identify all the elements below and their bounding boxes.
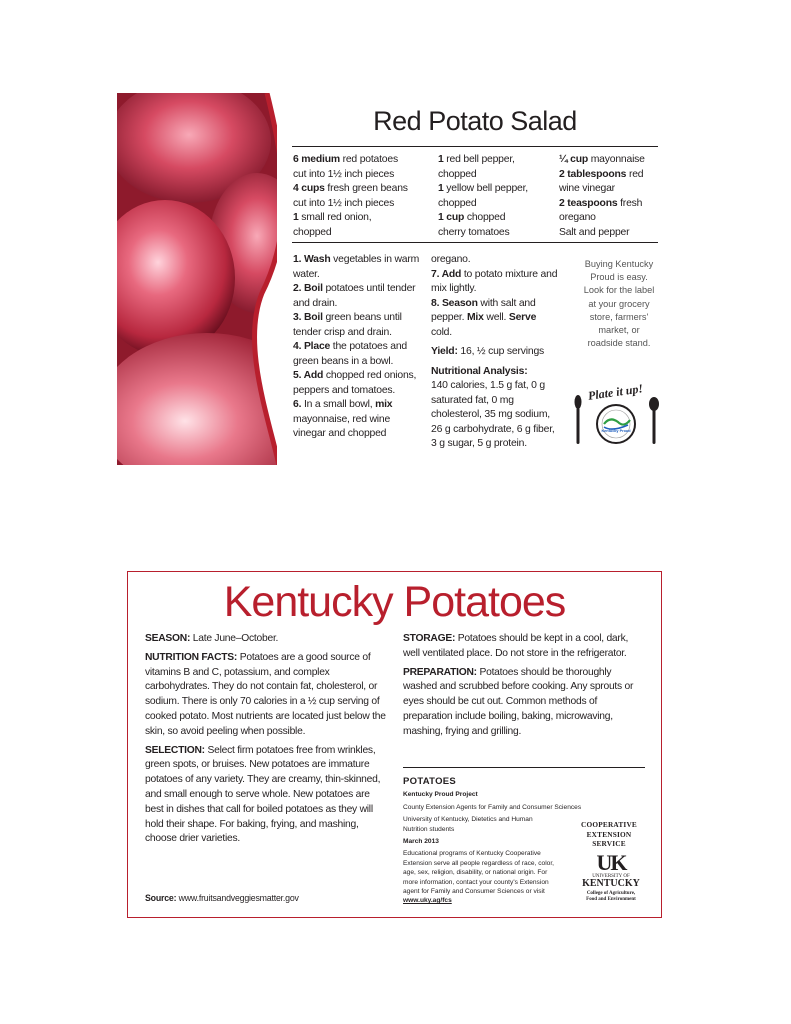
uk-logo	[576, 850, 646, 905]
nutrition-label: Nutritional Analysis:	[431, 365, 528, 377]
info-divider	[403, 767, 645, 768]
ingredient-line: cut into 1½ inch pieces	[293, 197, 395, 209]
ingredient-line: chopped	[438, 168, 477, 180]
ingredient-line: 4 cups fresh green beans	[293, 183, 408, 194]
buying-kentucky-proud-note: Buying Kentucky Proud is easy. Look for the label at your grocery store, farmers' market, or roadside stand.	[583, 259, 655, 349]
step-7: 7. Add to potato mixture and mix lightly.	[431, 268, 558, 294]
ingredient-line: 2 tablespoons red	[559, 168, 644, 180]
ingredient-line: 1 red bell pepper,	[438, 154, 515, 165]
fork-icon	[575, 395, 582, 409]
info-column-left	[145, 632, 390, 851]
meta-university: University of Kentucky, Dietetics and Human Nutrition students	[403, 816, 533, 833]
step-6: 6. In a small bowl, mix mayonnaise, red wine vinegar and chopped	[293, 399, 393, 439]
source-line: Source: www.fruitsandveggiesmatter.gov	[145, 893, 299, 903]
step-4: 4. Place the potatoes and green beans in a bowl.	[293, 341, 408, 367]
meta-agents: County Extension Agents for Family and Consumer Sciences	[403, 803, 582, 811]
ingredient-line: Salt and pepper	[559, 226, 630, 238]
uk-college-line-2: Food and Environment	[586, 897, 636, 902]
step-8: 8. Season with salt and pepper. Mix well. Serve cold.	[431, 297, 537, 338]
plate-it-up-text: Plate it up!	[587, 381, 644, 403]
ingredient-line: wine vinegar	[559, 183, 615, 194]
ingredients-column-2	[438, 153, 553, 240]
storage-fact: STORAGE: Potatoes should be kept in a cool, dark, well ventilated place. Do not store in the refrigerator.	[403, 633, 629, 659]
step-5: 5. Add chopped red onions, peppers and tomatoes.	[293, 370, 417, 396]
ingredient-line: 1 small red onion,	[293, 212, 372, 223]
meta-date: March 2013	[403, 838, 439, 846]
ingredient-line: 1 yellow bell pepper,	[438, 183, 528, 194]
ingredient-line: 2 teaspoons fresh	[559, 197, 643, 209]
ingredient-line: 1 cup chopped	[438, 212, 506, 223]
step-1: 1. Wash vegetables in warm water.	[293, 254, 420, 280]
ingredients-column-3	[559, 153, 659, 240]
uk-university: UNIVERSITY OF	[592, 874, 630, 879]
meta-disclaimer: Educational programs of Kentucky Cooperative Extension serve all people regardless of race, color, age, sex, religion, disability, or national origin. For more information, contact your county's Extension agent for Family and Consumer Sciences or visit www.uky.ag/fcs	[403, 850, 555, 905]
kentucky-potatoes-title: Kentucky Potatoes	[223, 578, 566, 626]
ingredient-line: cut into 1½ inch pieces	[293, 168, 395, 180]
step-3: 3. Boil green beans until tender crisp and drain.	[293, 312, 402, 338]
season-fact: SEASON: Late June–October.	[145, 633, 279, 644]
nutrition-text: 140 calories, 1.5 g fat, 0 g saturated fat, 0 mg cholesterol, 35 mg sodium, 26 g carbohydrate, 6 g fiber, 3 g sugar, 5 g protein.	[431, 380, 555, 449]
recipe-title: Red Potato Salad	[373, 106, 577, 136]
red-potatoes-photo	[117, 93, 277, 465]
ingredient-line: chopped	[438, 197, 477, 209]
info-column-right	[403, 632, 643, 744]
ingredient-line: cherry tomatoes	[438, 226, 510, 238]
cooperative-extension-service: COOPERATIVE EXTENSION SERVICE	[581, 820, 637, 848]
ingredient-line: ¼ cup mayonnaise	[559, 154, 645, 165]
plate-it-up-logo	[570, 380, 662, 450]
nutrition-fact: NUTRITION FACTS: Potatoes are a good source of vitamins B and C, potassium, and complex carbohydrates. They do not contain fat, cholesterol, or sodium. There is only 70 calories in a ½ cup serving of cooked potato. Most nutrients are located just below the skin, so avoid peeling when possible.	[145, 651, 386, 737]
uk-kentucky: KENTUCKY	[582, 878, 640, 889]
kentucky-proud-mark: Kentucky Proud	[601, 429, 631, 433]
steps-column-1	[293, 253, 421, 442]
preparation-fact: PREPARATION: Potatoes should be thoroughly washed and scrubbed before cooking. Any sprouts or eyes should be cut out. Common methods of preparation include boiling, baking, microwaving, mashing, frying and grilling.	[403, 666, 634, 737]
fcs-link[interactable]: www.uky.ag/fcs	[403, 897, 452, 905]
ingredient-line: 6 medium red potatoes	[293, 154, 398, 165]
uk-mark: UK	[596, 850, 626, 875]
step-6-continued: oregano.	[431, 254, 471, 265]
yield: Yield: 16, ½ cup servings	[431, 346, 545, 357]
uk-college-line-1: College of Agriculture,	[586, 891, 636, 896]
ingredient-line: chopped	[293, 226, 332, 238]
ingredient-line: oregano	[559, 212, 596, 223]
ingredients-divider	[292, 242, 658, 243]
title-divider	[292, 146, 658, 147]
meta-project: Kentucky Proud Project	[403, 791, 478, 799]
step-2: 2. Boil potatoes until tender and drain.	[293, 283, 416, 309]
meta-heading: POTATOES	[403, 776, 457, 787]
steps-column-2	[431, 253, 559, 452]
ingredients-column-1	[293, 153, 433, 240]
selection-fact: SELECTION: Select firm potatoes free from wrinkles, green spots, or bruises. New potatoes are immature potatoes of any variety. They are creamy, thin-skinned, and small enough to serve whole. New potatoes are best in dishes that call for boiled potatoes as they will hold their shape. For baking, frying, and mashing, choose drier varieties.	[145, 744, 381, 845]
